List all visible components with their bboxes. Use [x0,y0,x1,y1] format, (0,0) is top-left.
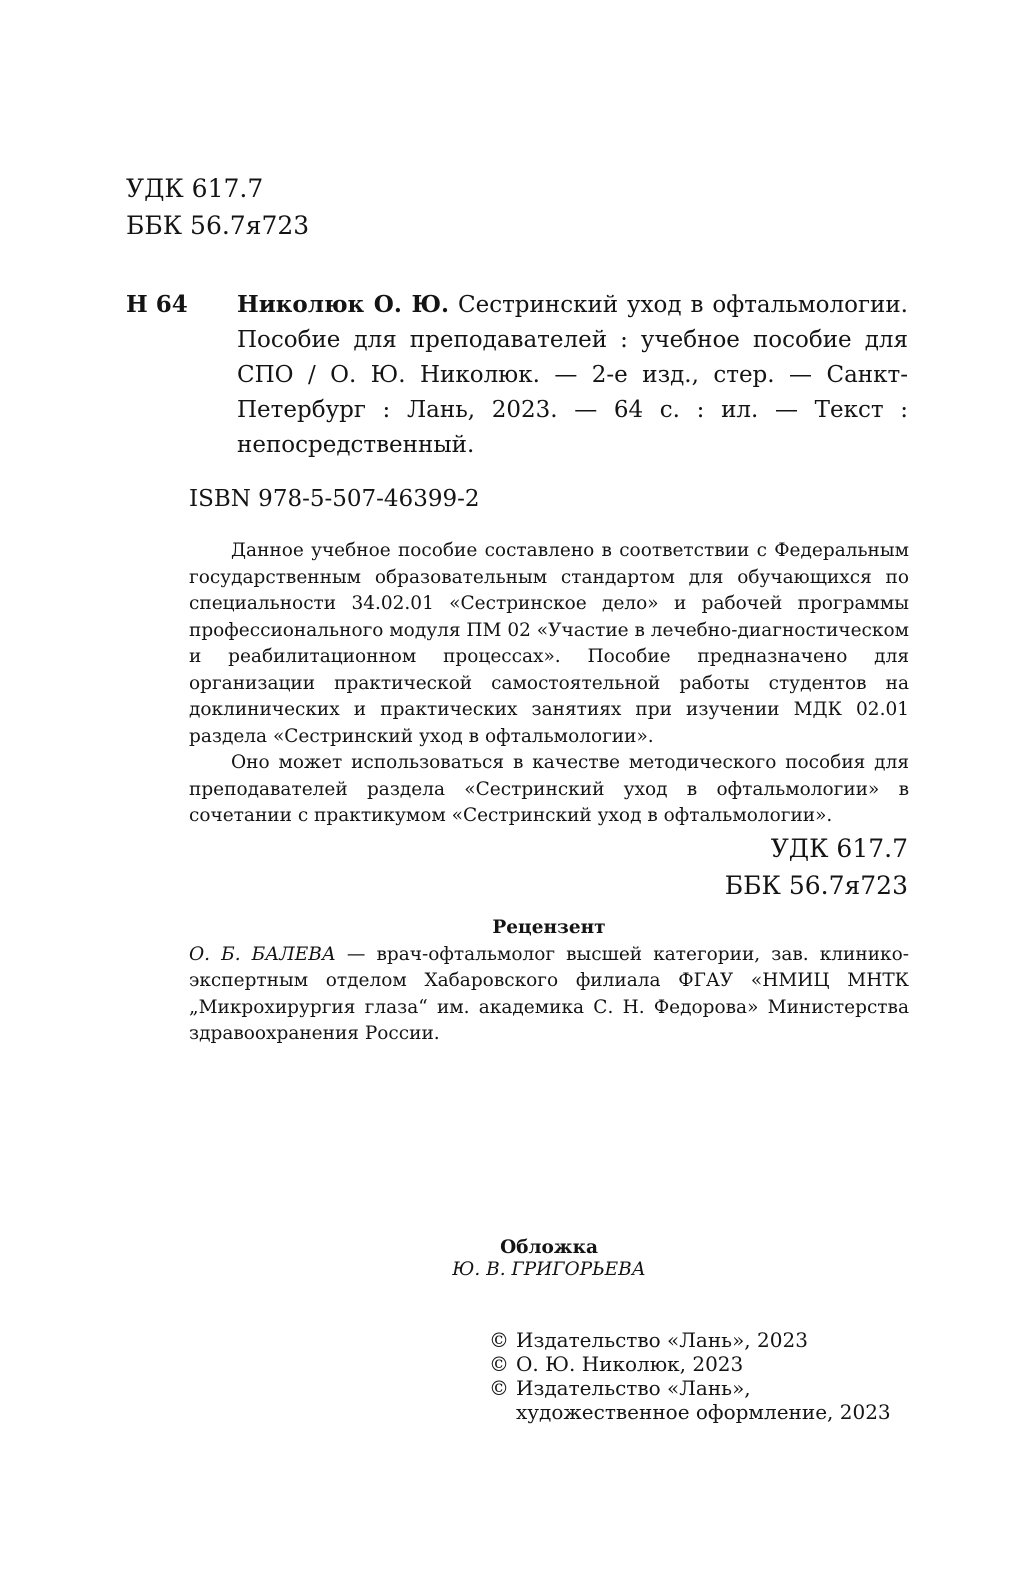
reviewer-description: — врач-офтальмолог высшей категории, зав. клинико-экспертным отделом Хабаровского филиала ФГАУ «НМИЦ МНТК „Микрохирургия глаза“ им. академика С. Н. Федорова» Министерства здравоохранения России. [189,943,909,1044]
annotation-paragraph-2: Оно может использоваться в качестве методического пособия для преподавателей раздела «Сестринский уход в офтальмологии» в сочетании с практикумом «Сестринский уход в офтальмологии». [189,752,909,826]
classification-codes-top [126,170,309,244]
copyright-design-note: художественное оформление, 2023 [516,1400,891,1424]
cutter-code: Н 64 [126,291,188,318]
copyright-line [489,1376,891,1424]
author-name: Николюк О. Ю. [237,291,450,318]
copyright-icon: © [489,1376,509,1400]
udk-code-repeat: УДК 617.7 [770,834,908,863]
copyright-publisher: Издательство «Лань», 2023 [516,1328,808,1352]
udk-code: УДК 617.7 [126,174,264,203]
reviewer-text [189,942,909,1048]
reviewer-heading: Рецензент [492,917,606,938]
copyright-author: О. Ю. Николюк, 2023 [516,1352,744,1376]
bibliographic-description [237,287,908,463]
annotation-paragraph-1: Данное учебное пособие составлено в соответствии с Федеральным государственным образовательным стандартом для обучающихся по специальности 34.02.01 «Сестринское дело» и рабочей программы профессионального модуля ПМ 02 «Участие в лечебно-диагностическом и реабилитационном процессах». Пособие предназначено для организации практической самостоятельной работы студентов на доклинических и практических занятиях при изучении МДК 02.01 раздела «Сестринский уход в офтальмологии». [189,540,909,747]
reviewer-block [189,915,909,1048]
copyright-line [489,1352,891,1376]
cover-credit [189,1237,909,1281]
copyright-design-publisher: Издательство «Лань», [516,1376,751,1400]
cover-designer-name: Ю. В. ГРИГОРЬЕВА [452,1259,646,1280]
bbk-code-repeat: ББК 56.7я723 [724,871,908,900]
copyright-icon: © [489,1328,509,1352]
copyright-block [489,1328,891,1424]
copyright-line [489,1328,891,1352]
isbn: ISBN 978-5-507-46399-2 [189,486,480,512]
cover-heading: Обложка [500,1237,598,1258]
book-description: Сестринский уход в офтальмологии. Пособие для преподавателей : учебное пособие для СПО / О. Ю. Николюк. — 2-е изд., стер. — Санкт-Петербург : Лань, 2023. — 64 с. : ил. — Текст : непосредственный. [237,292,908,458]
bbk-code: ББК 56.7я723 [126,211,310,240]
annotation [189,538,909,830]
reviewer-name: О. Б. БАЛЕВА [189,943,336,965]
classification-codes-bottom [725,830,908,904]
copyright-design [516,1376,891,1424]
copyright-icon: © [489,1352,509,1376]
bibliographic-entry [126,287,908,463]
